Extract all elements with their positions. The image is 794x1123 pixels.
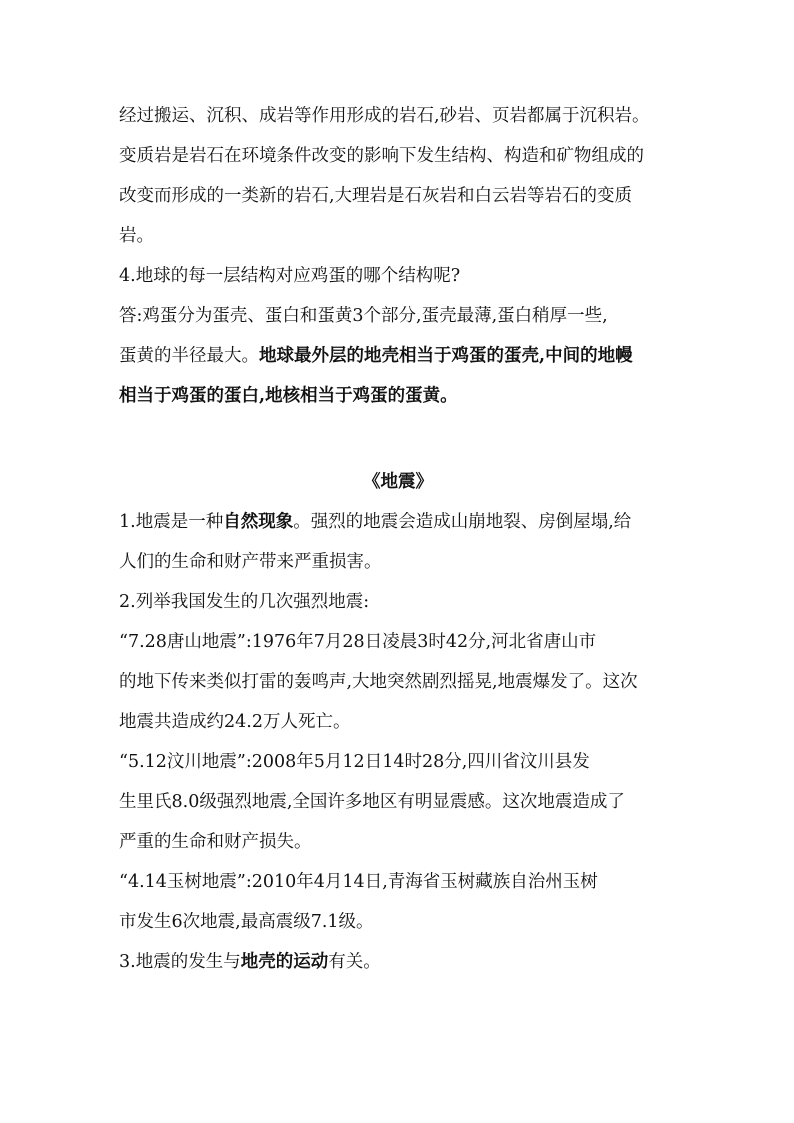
point-1-suffix: 。强烈的地震会造成山崩地裂、房倒屋塌,给 — [293, 512, 632, 532]
rock-text-line-2: 变质岩是岩石在环境条件改变的影响下发生结构、构造和矿物组成的 — [119, 146, 644, 166]
answer-4-normal-text: 蛋黄的半径最大。 — [119, 346, 259, 366]
answer-4-line-2 — [119, 340, 679, 372]
point-3-prefix: 3.地震的发生与 — [119, 952, 241, 972]
tangshan-line-3: 地震共造成约24.2万人死亡。 — [119, 712, 351, 732]
point-1-prefix: 1.地震是一种 — [119, 512, 224, 532]
point-1-bold-term: 自然现象 — [223, 512, 294, 532]
earthquake-section-title: 《地震》 — [363, 472, 433, 492]
answer-4-line-3: 相当于鸡蛋的蛋白,地核相当于鸡蛋的蛋黄。 — [119, 386, 458, 406]
earthquake-point-2: 2.列举我国发生的几次强烈地震: — [119, 592, 370, 612]
answer-4-line-1: 答:鸡蛋分为蛋壳、蛋白和蛋黄3个部分,蛋壳最薄,蛋白稍厚一些, — [119, 306, 608, 326]
point-3-suffix: 有关。 — [328, 952, 381, 972]
earthquake-point-1 — [119, 506, 679, 538]
earthquake-point-3 — [119, 946, 679, 978]
rock-text-line-4: 岩。 — [119, 226, 154, 246]
point-3-bold-term: 地壳的运动 — [240, 952, 329, 972]
answer-4-bold-text: 地球最外层的地壳相当于鸡蛋的蛋壳,中间的地幔 — [259, 346, 633, 366]
rock-text-line-1: 经过搬运、沉积、成岩等作用形成的岩石,砂岩、页岩都属于沉积岩。 — [119, 106, 650, 126]
question-4: 4.地球的每一层结构对应鸡蛋的哪个结构呢? — [119, 266, 461, 286]
wenchuan-line-3: 严重的生命和财产损失。 — [119, 832, 312, 852]
tangshan-line-1: “7.28唐山地震”:1976年7月28日凌晨3时42分,河北省唐山市 — [119, 632, 597, 652]
rock-text-line-3: 改变而形成的一类新的岩石,大理岩是石灰岩和白云岩等岩石的变质 — [119, 186, 633, 206]
document-body — [119, 100, 679, 978]
yushu-line-2: 市发生6次地震,最高震级7.1级。 — [119, 912, 374, 932]
yushu-line-1: “4.14玉树地震”:2010年4月14日,青海省玉树藏族自治州玉树 — [119, 872, 598, 892]
tangshan-line-2: 的地下传来类似打雷的轰鸣声,大地突然剧烈摇晃,地震爆发了。这次 — [119, 672, 638, 692]
earthquake-point-1-line-2: 人们的生命和财产带来严重损害。 — [119, 552, 382, 572]
wenchuan-line-2: 生里氏8.0级强烈地震,全国许多地区有明显震感。这次地震造成了 — [119, 792, 625, 812]
wenchuan-line-1: “5.12汶川地震”:2008年5月12日14时28分,四川省汶川县发 — [119, 752, 590, 772]
